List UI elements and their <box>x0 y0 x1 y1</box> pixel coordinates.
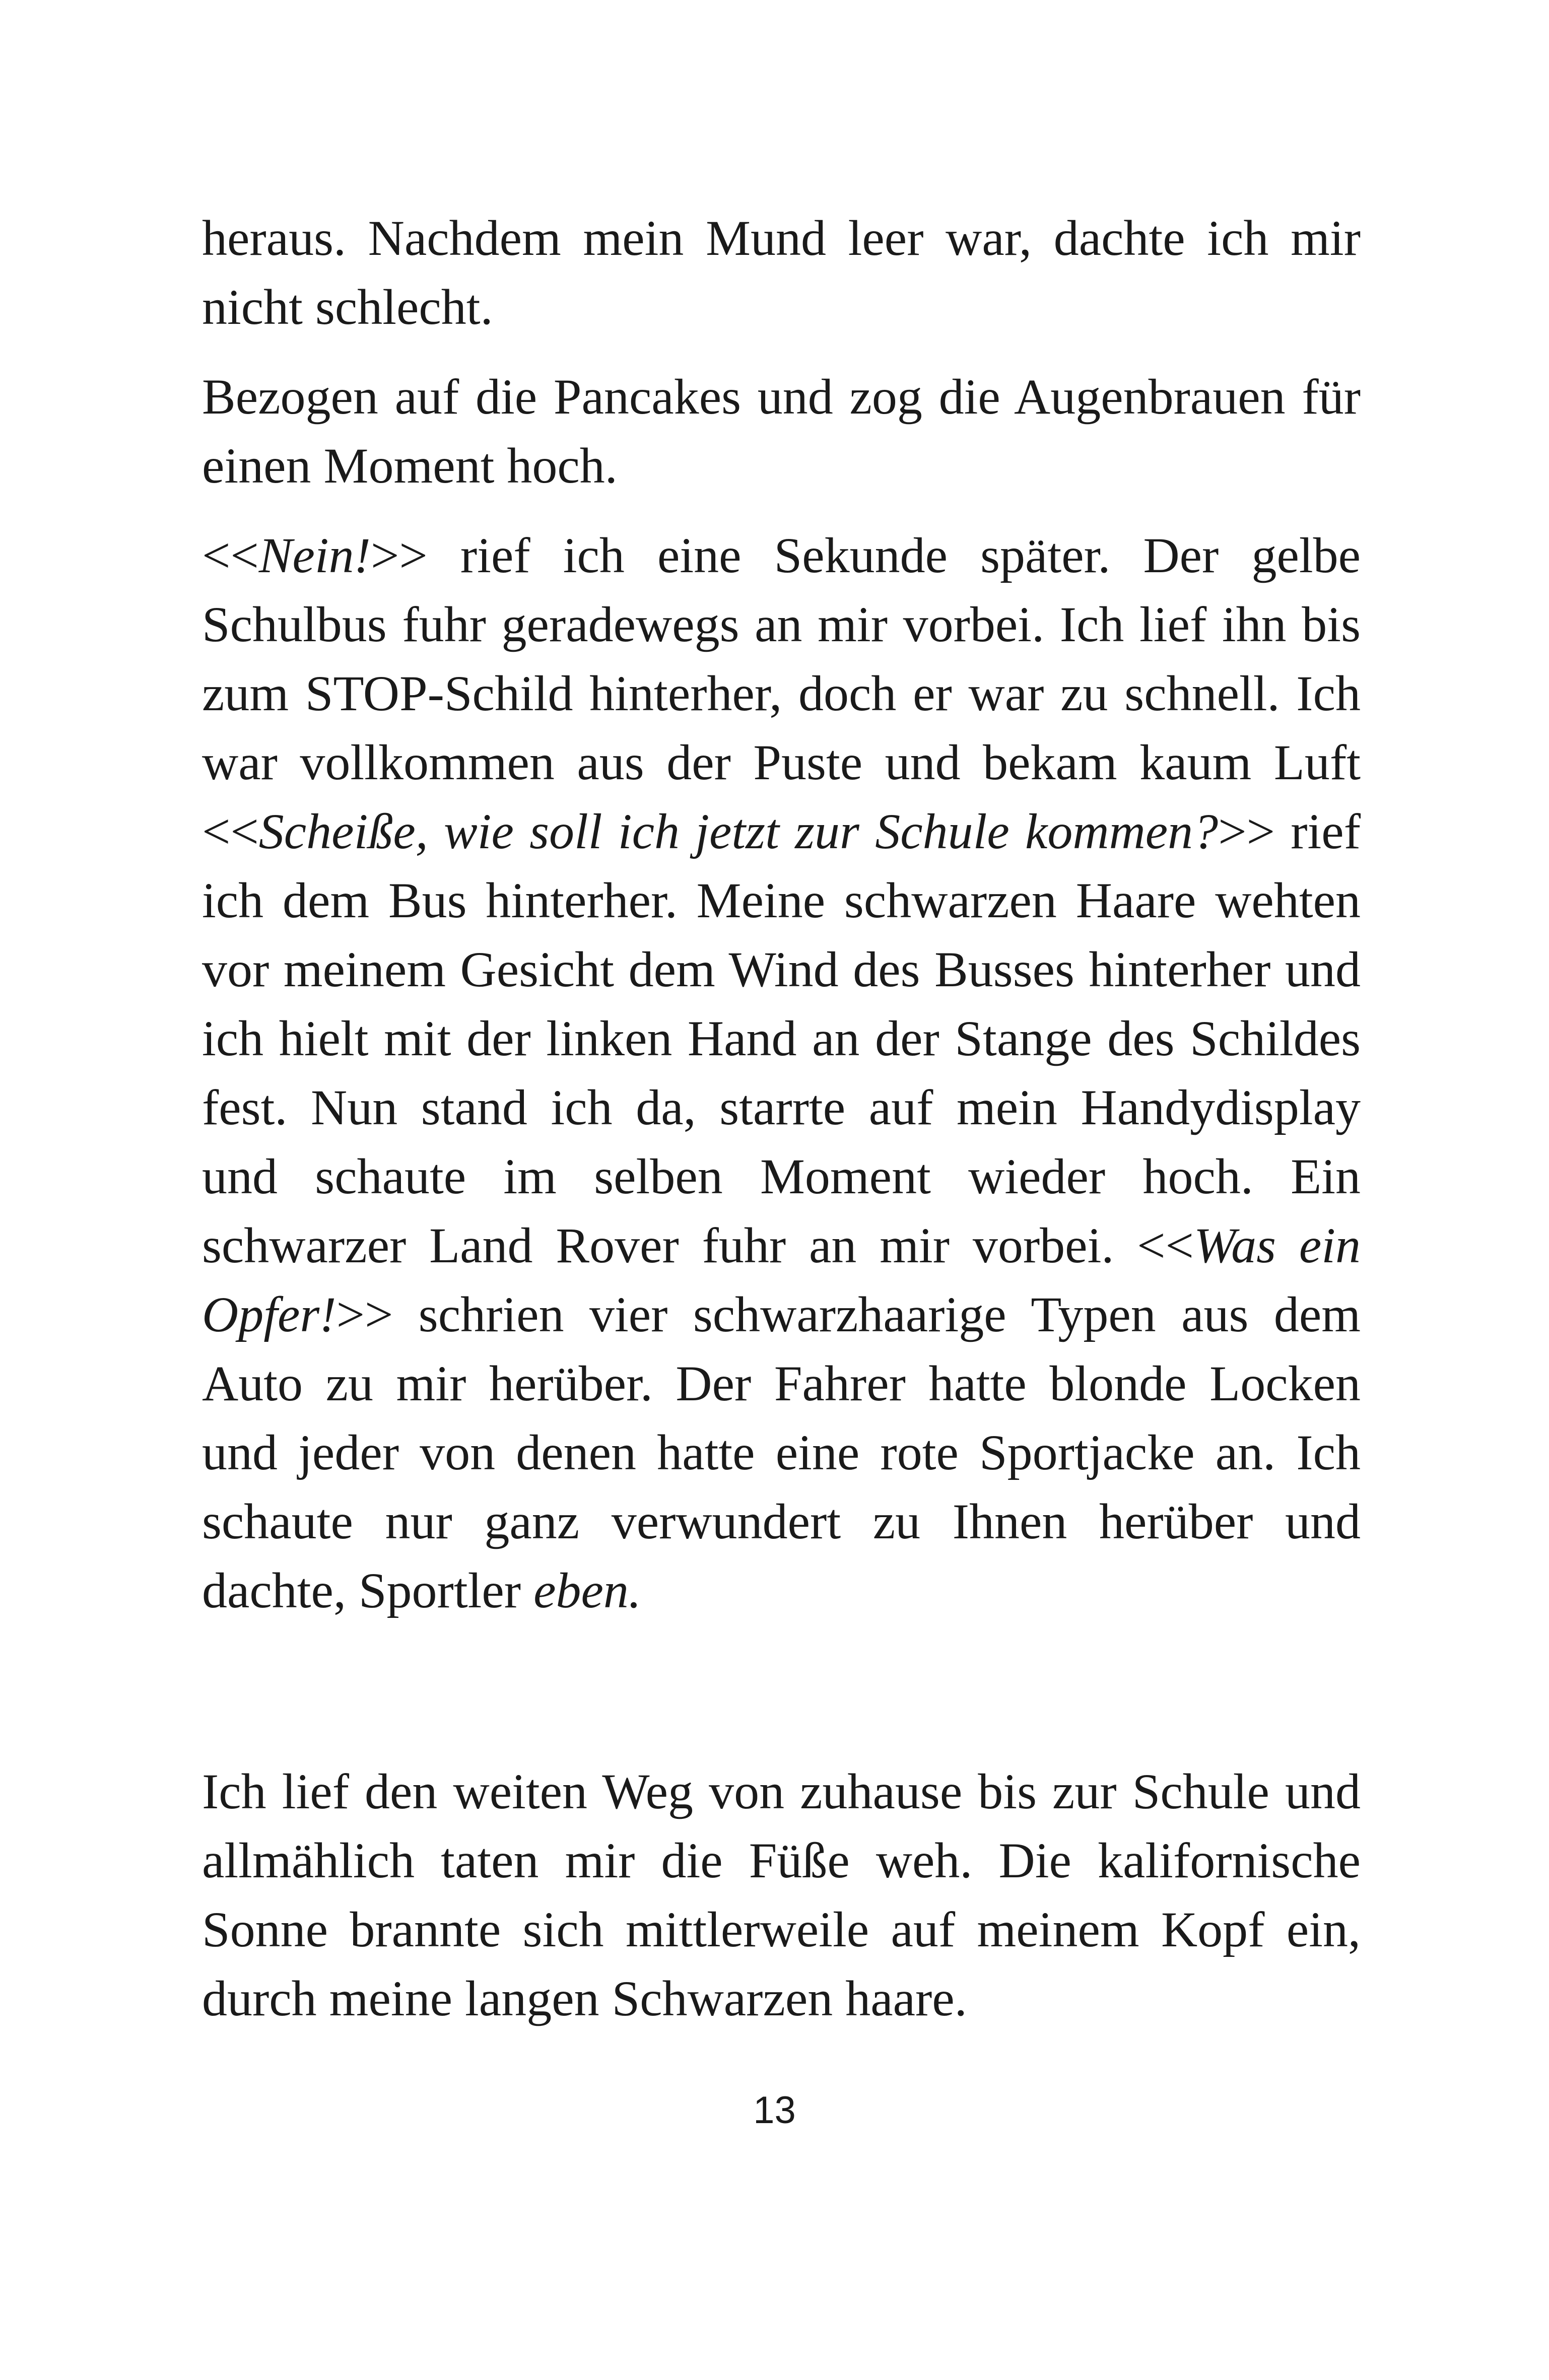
paragraph-3-text: >> rief ich dem Bus hinterher. Meine schwarzen Haare wehten vor meinem Gesicht dem Wind des Busses hinterher und ich hielt mit der linken Hand an der Stange des Schildes fest. Nun stand ich da, starrte auf mein Handydisplay und schaute im selben Moment wieder hoch. Ein schwarzer Land Rover fuhr an mir vorbei. << <box>202 803 1361 1273</box>
text-section-1 <box>202 203 1361 1625</box>
paragraph-3-text: >> schrien vier schwarzhaarige Typen aus dem Auto zu mir herüber. Der Fahrer hatte blonde Locken und jeder von denen hatte eine rote Sportjacke an. Ich schaute nur ganz verwundert zu Ihnen herüber und dachte, Sportler <box>202 1286 1361 1618</box>
paragraph-2: Bezogen auf die Pancakes und zog die Augenbrauen für einen Moment hoch. <box>202 369 1361 494</box>
paragraph-3-italic: Was ein Opfer! <box>202 1217 1361 1342</box>
paragraph-4: Ich lief den weiten Weg von zuhause bis zur Schule und allmählich taten mir die Füße weh. Die kalifornische Sonne brannte sich mittlerweile auf meinem Kopf ein, durch meine langen Schwarzen haare. <box>202 1763 1361 2026</box>
text-section-2 <box>202 1757 1361 2033</box>
page-number: 13 <box>753 2089 796 2132</box>
paragraph-3-italic: Nein! <box>258 527 371 583</box>
paragraph-3-italic: Scheiße, wie soll ich jetzt zur Schule kommen? <box>258 803 1219 859</box>
paragraph-3-text: << <box>202 527 259 583</box>
paragraph-3-italic: eben. <box>533 1562 641 1618</box>
paragraph-3 <box>202 521 1361 1625</box>
paragraph-1: heraus. Nachdem mein Mund leer war, dachte ich mir nicht schlecht. <box>202 210 1361 335</box>
paragraph-3-text: >> rief ich eine Sekunde später. Der gelbe Schulbus fuhr geradewegs an mir vorbei. Ich lief ihn bis zum STOP-Schild hinterher, doch er war zu schnell. Ich war vollkommen aus der Puste und bekam kaum Luft << <box>202 527 1361 859</box>
